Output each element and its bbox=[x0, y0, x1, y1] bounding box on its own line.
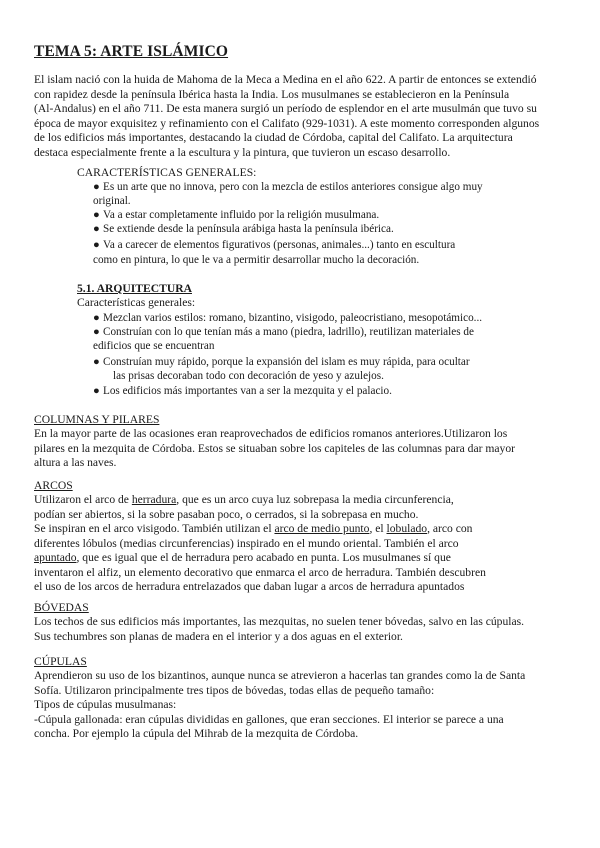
arcos-line: inventaron el alfiz, un elemento decorativo que enmarca el arco de herradura. También descubren bbox=[34, 565, 486, 579]
cupulas-line: Sofía. Utilizaron principalmente tres tipos de bóvedas, todas ellas de pequeño tamaño: bbox=[34, 683, 435, 697]
arcos-line: podían ser abiertos, si la sobre pasaban poco, o cerrados, si la sobrepasa en mucho. bbox=[34, 507, 419, 521]
columnas-line: altura a las naves. bbox=[34, 456, 117, 469]
arcos-line: el uso de los arcos de herradura entrelazados que daban lugar a arcos de herradura apuntados bbox=[34, 580, 465, 593]
term-medio-punto: arco de medio punto bbox=[274, 522, 370, 535]
intro-line: con rapidez desde la península Ibérica hasta la India. Los musulmanes se establecieron en la Península bbox=[34, 87, 510, 101]
arquitectura-item-cont: edificios que se encuentran bbox=[93, 340, 215, 352]
general-item-cont: original. bbox=[93, 195, 131, 207]
intro-line: época de mayor exquisitez y refinamiento con el Califato (929-1031). A este momento corresponden algunos bbox=[34, 116, 540, 130]
arcos-paragraph bbox=[34, 493, 570, 595]
bullet-icon: ● bbox=[93, 209, 100, 221]
bovedas-line: Sus techumbres son planas de madera en el interior y a dos aguas en el exterior. bbox=[34, 629, 403, 643]
arquitectura-subheading: Características generales: bbox=[77, 296, 196, 309]
arquitectura-item: ● Construían muy rápido, porque la expansión del islam es muy rápida, para ocultar bbox=[93, 356, 470, 368]
section-heading-bovedas: BÓVEDAS bbox=[34, 601, 89, 614]
bullet-icon: ● bbox=[93, 181, 100, 193]
section-heading-arcos: ARCOS bbox=[34, 479, 73, 492]
columnas-line: En la mayor parte de las ocasiones eran reaprovechados de edificios romanos anteriores.Utilizaron los bbox=[34, 427, 508, 440]
arcos-line: diferentes lóbulos (medias circunferencias) inspirado en el mundo oriental. También el arco bbox=[34, 536, 459, 550]
arquitectura-item: ● Los edificios más importantes van a ser la mezquita y el palacio. bbox=[93, 385, 392, 397]
intro-line: (Al-Andalus) en el año 711. De esta manera surgió un período de esplendor en el arte musulmán que tuvo su bbox=[34, 102, 537, 115]
columnas-line: pilares en la mezquita de Córdoba. Estos se situaban sobre los capiteles de las columnas para dar mayor bbox=[34, 441, 515, 455]
arquitectura-item: ● Construían con lo que tenían más a mano (piedra, ladrillo), reutilizan materiales de bbox=[93, 326, 474, 338]
section-heading-columnas: COLUMNAS Y PILARES bbox=[34, 413, 160, 426]
arquitectura-item-cont: las prisas decoraban todo con decoración de yeso y azulejos. bbox=[113, 370, 384, 382]
general-item: ● Se extiende desde la península arábiga hasta la península ibérica. bbox=[93, 223, 394, 235]
arcos-line: Utilizaron el arco de herradura, que es un arco cuya luz sobrepasa la media circunferencia, bbox=[34, 493, 454, 506]
bullet-icon: ● bbox=[93, 312, 100, 324]
section-heading-arquitectura: 5.1. ARQUITECTURA bbox=[77, 282, 192, 295]
bullet-icon: ● bbox=[93, 223, 100, 235]
general-item-cont: como en pintura, lo que le va a permitir desarrollar mucho la decoración. bbox=[93, 254, 420, 266]
intro-line: El islam nació con la huida de Mahoma de la Meca a Medina en el año 622. A partir de entonces se extendió bbox=[34, 73, 537, 86]
intro-line: destaca especialmente frente a la escultura y la pintura, que tuvieron un escaso desarrollo. bbox=[34, 145, 451, 159]
bovedas-paragraph bbox=[34, 615, 570, 644]
general-item: ● Va a estar completamente influido por la religión musulmana. bbox=[93, 209, 380, 221]
bovedas-line: Los techos de sus edificios más importantes, las mezquitas, no suelen tener bóvedas, salvo en las cúpulas. bbox=[34, 615, 525, 628]
term-lobulado: lobulado bbox=[386, 522, 428, 535]
bullet-icon: ● bbox=[93, 326, 100, 338]
intro-line: de los edificios más importantes, destacando la ciudad de Córdoba, capital del Califato. La arquitectura bbox=[34, 131, 513, 144]
cupulas-line: Aprendieron su uso de los bizantinos, aunque nunca se atrevieron a hacerlas tan grandes como la de Santa bbox=[34, 669, 526, 682]
cupulas-line: -Cúpula gallonada: eran cúpulas divididas en gallones, que eran secciones. El interior se parece a una bbox=[34, 712, 504, 726]
cupulas-line: concha. Por ejemplo la cúpula del Mihrab de la mezquita de Córdoba. bbox=[34, 727, 359, 740]
arcos-line: apuntado, que es igual que el de herradura pero acabado en punta. Los musulmanes sí que bbox=[34, 551, 451, 564]
arquitectura-item: ● Mezclan varios estilos: romano, bizantino, visigodo, paleocristiano, mesopotámico... bbox=[93, 312, 483, 324]
intro-paragraph bbox=[34, 73, 570, 160]
columnas-paragraph bbox=[34, 427, 570, 471]
cupulas-paragraph bbox=[34, 669, 570, 742]
arcos-line: Se inspiran en el arco visigodo. También utilizan el arco de medio punto, el lobulado, arco con bbox=[34, 522, 473, 535]
page-title: TEMA 5: ARTE ISLÁMICO bbox=[34, 43, 229, 60]
term-herradura: herradura bbox=[131, 493, 177, 506]
bullet-icon: ● bbox=[93, 356, 100, 368]
section-heading-cupulas: CÚPULAS bbox=[34, 655, 87, 668]
term-apuntado: apuntado bbox=[34, 551, 77, 564]
bullet-icon: ● bbox=[93, 385, 100, 397]
cupulas-line: Tipos de cúpulas musulmanas: bbox=[34, 698, 177, 711]
bullet-icon: ● bbox=[93, 239, 100, 251]
general-item: ● Es un arte que no innova, pero con la mezcla de estilos anteriores consigue algo muy bbox=[93, 181, 483, 193]
general-item: ● Va a carecer de elementos figurativos (personas, animales...) tanto en escultura bbox=[93, 239, 456, 251]
general-heading: CARACTERÍSTICAS GENERALES: bbox=[77, 166, 257, 179]
